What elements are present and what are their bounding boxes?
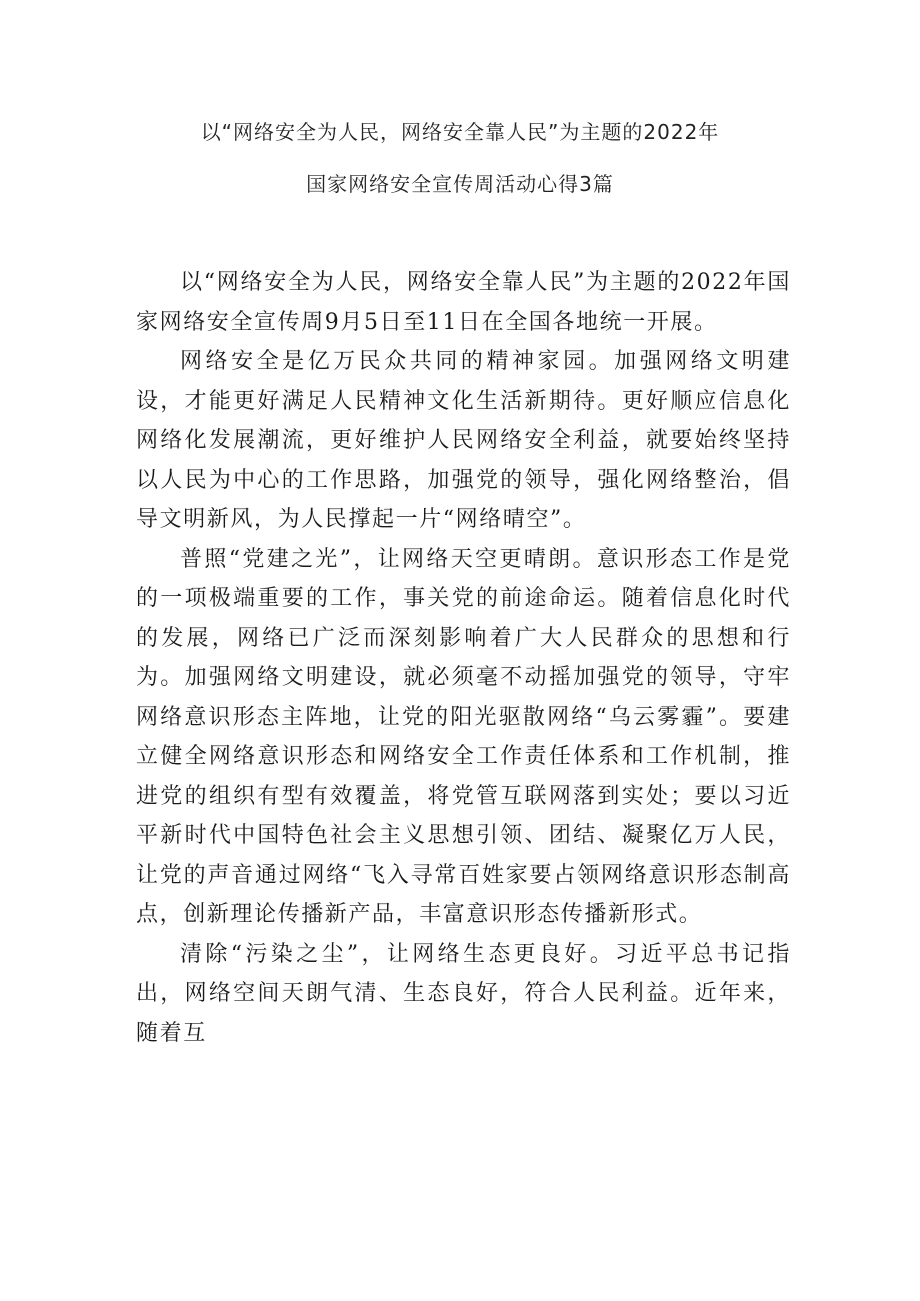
paragraph-party-building: 普照“党建之光”，让网络天空更晴朗。意识形态工作是党的一项极端重要的工作，事关党的前途命运。随着信息化时代的发展，网络已广泛而深刻影响着广大人民群众的思想和行为。加强网络文明建设，就必须毫不动摇加强党的领导，守牢网络意识形态主阵地，让党的阳光驱散网络“乌云雾霾”。要建立健全网络意识形态和网络安全工作责任体系和工作机制，推进党的组织有型有效覆盖，将党管互联网落到实处；要以习近平新时代中国特色社会主义思想引领、团结、凝聚亿万人民，让党的声音通过网络“飞入寻常百姓家要占领网络意识形态制高点，创新理论传播新产品，丰富意识形态传播新形式。	[136, 546, 791, 927]
document-body	[136, 263, 791, 1053]
document-title-line-1: 以“网络安全为人民，网络安全靠人民”为主题的2022年	[200, 120, 720, 144]
document-title-line-2: 国家网络安全宣传周活动心得3篇	[306, 172, 614, 196]
paragraph-clear-pollution: 清除“污染之尘”，让网络生态更良好。习近平总书记指出，网络空间天朗气清、生态良好，符合人民利益。近年来，随着互	[136, 941, 791, 1046]
paragraph-intro: 以“网络安全为人民，网络安全靠人民”为主题的2022年国家网络安全宣传周9月5日至11日在全国各地统一开展。	[136, 270, 791, 335]
paragraph-spiritual-home: 网络安全是亿万民众共同的精神家园。加强网络文明建设，才能更好满足人民精神文化生活新期待。更好顺应信息化网络化发展潮流，更好维护人民网络安全利益，就要始终坚持以人民为中心的工作思路，加强党的领导，强化网络整治，倡导文明新风，为人民撑起一片“网络晴空”。	[136, 349, 791, 532]
